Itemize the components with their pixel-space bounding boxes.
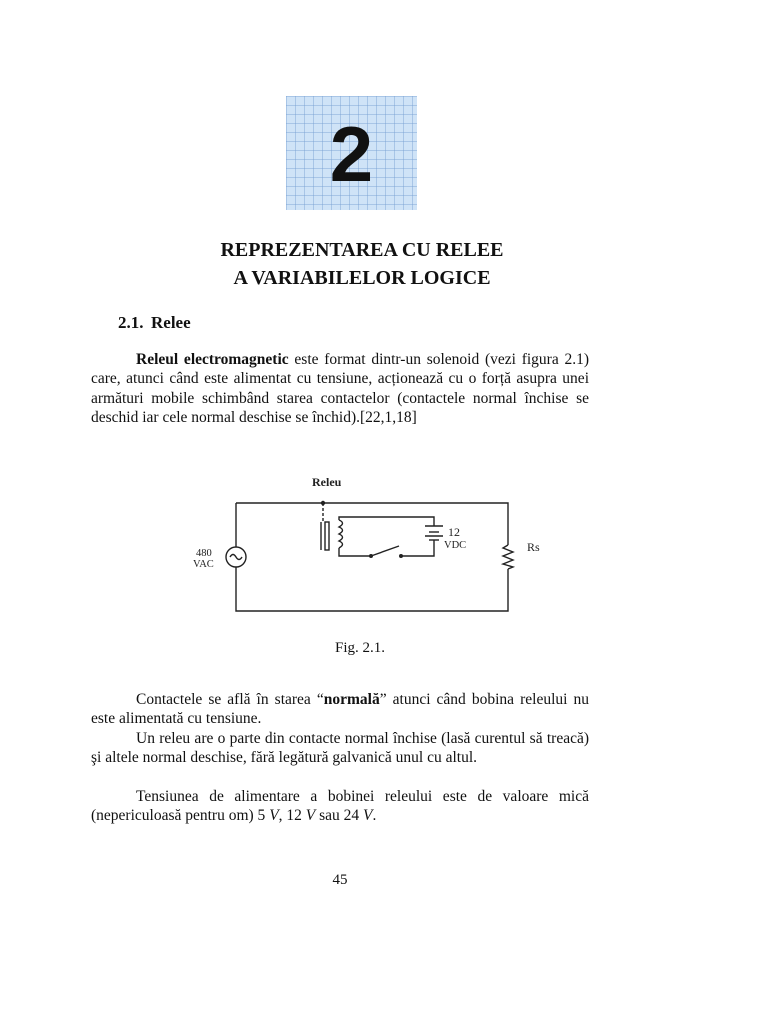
paragraph-supply-voltage — [91, 787, 589, 826]
chapter-title-line-2: A VARIABILELOR LOGICE — [233, 267, 491, 289]
section-label: Relee — [151, 313, 191, 332]
figure-caption: Fig. 2.1. — [334, 640, 385, 656]
term-bold: Releul electromagnetic — [136, 351, 289, 368]
paragraph-text: , 12 — [278, 807, 306, 825]
label-dc-unit: VDC — [444, 540, 467, 551]
chapter-title-line-1: REPREZENTAREA CU RELEE — [220, 239, 504, 261]
circuit-wire-left-bottom — [236, 567, 508, 611]
paragraph-text: . — [372, 807, 377, 825]
relay-coil — [339, 520, 343, 548]
chapter-number: 2 — [329, 109, 374, 198]
load-resistor — [503, 545, 513, 569]
unit-volt: V — [363, 807, 373, 825]
chapter-title — [120, 236, 604, 292]
paragraph-text: sau 24 — [315, 807, 364, 825]
paragraph-relay-definition — [91, 350, 589, 428]
section-heading — [118, 312, 191, 334]
paragraph-normal-state — [91, 690, 589, 729]
term-bold: normală — [323, 691, 380, 708]
label-ac-value: 480 — [196, 548, 212, 559]
page-number: 45 — [332, 872, 348, 888]
section-number: 2.1. — [118, 313, 144, 332]
unit-volt: V — [269, 807, 279, 825]
label-dc-value: 12 — [448, 525, 460, 539]
unit-volt: V — [305, 807, 316, 825]
relay-circuit-diagram — [190, 470, 560, 620]
label-ac-unit: VAC — [193, 559, 214, 570]
paragraph-text: este format dintr-un solenoid (vezi figura 2.1) care, atunci când este alimentat cu tensiune, acționează cu o forță asupra unei armături mobile schimbând starea contactelor (contactele normal închise se deschid iar cele normal deschise se închid).[22,1,18] — [91, 351, 589, 427]
chapter-number-box — [286, 96, 417, 210]
paragraph-text: Tensiunea de alimentare a bobinei releului este de valoare mică (nepericuloasă pentru om) 5 — [91, 788, 589, 825]
label-relay: Releu — [312, 475, 342, 489]
paragraph-contacts: Un releu are o parte din contacte normal închise (lasă curentul să treacă) şi altele normal deschise, fără legătură galvanică unul cu altul. — [91, 730, 589, 767]
circuit-wire-outer — [236, 503, 508, 545]
label-load: Rs — [527, 540, 540, 554]
paragraph-text: Contactele se află în starea “ — [136, 691, 324, 708]
paragraph-text: ” atunci când bobina releului nu este alimentată cu tensiune. — [91, 691, 589, 728]
